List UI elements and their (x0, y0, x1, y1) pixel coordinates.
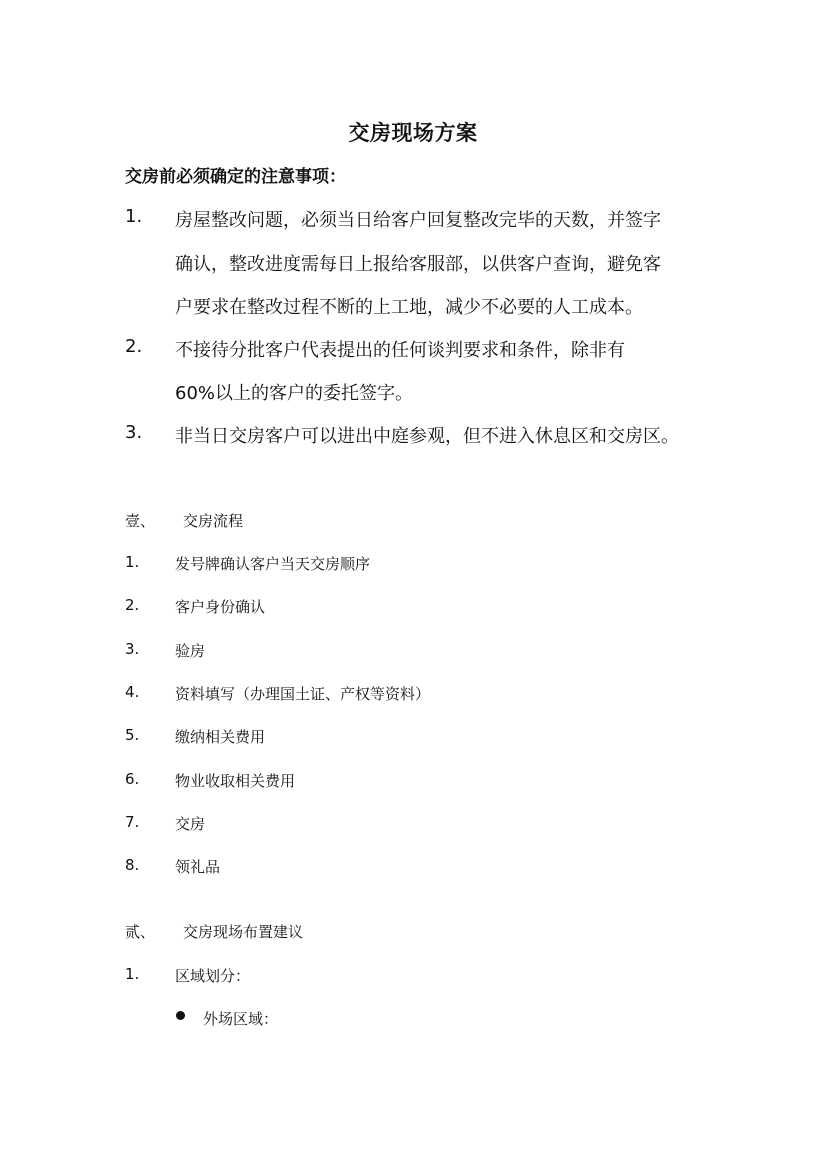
step-text: 验房 (175, 642, 206, 660)
step-text: 交房 (175, 815, 206, 833)
step-number: 6. (125, 770, 140, 788)
notice-line: 户要求在整改过程不断的上工地，减少不必要的人工成本。 (175, 297, 643, 318)
section-1-title: 交房流程 (183, 512, 244, 530)
notice-line: 确认，整改进度需每日上报给客服部，以供客户查询，避免客 (175, 254, 661, 275)
step-number: 2. (125, 596, 140, 614)
step-text: 物业收取相关费用 (175, 772, 296, 790)
notice-number: 3. (125, 422, 143, 443)
step-text: 客户身份确认 (175, 598, 266, 616)
notice-number: 1. (125, 206, 143, 227)
notice-number: 2. (125, 336, 143, 357)
notice-heading: 交房前必须确定的注意事项： (125, 167, 346, 187)
step-number: 5. (125, 726, 140, 744)
step-text: 发号牌确认客户当天交房顺序 (175, 555, 371, 573)
step-number: 7. (125, 813, 140, 831)
step-text: 资料填写（办理国土证、产权等资料） (175, 685, 431, 703)
step-number: 1. (125, 553, 140, 571)
step-text: 区域划分： (175, 967, 251, 985)
step-number: 8. (125, 856, 140, 874)
notice-line: 不接待分批客户代表提出的任何谈判要求和条件，除非有 (175, 340, 625, 361)
document-title: 交房现场方案 (348, 121, 478, 145)
notice-line: 60%以上的客户的委托签字。 (175, 383, 414, 404)
step-text: 领礼品 (175, 858, 221, 876)
section-2-label: 贰、 (125, 923, 156, 941)
step-number: 4. (125, 683, 140, 701)
notice-line: 非当日交房客户可以进出中庭参观，但不进入休息区和交房区。 (175, 426, 679, 447)
step-number: 1. (125, 965, 140, 983)
notice-line: 房屋整改问题，必须当日给客户回复整改完毕的天数，并签字 (175, 210, 661, 231)
step-number: 3. (125, 640, 140, 658)
bullet-dot-icon (176, 1011, 185, 1020)
section-2-title: 交房现场布置建议 (183, 923, 304, 941)
section-1-label: 壹、 (125, 512, 156, 530)
step-text: 缴纳相关费用 (175, 728, 266, 746)
bullet-text: 外场区域： (203, 1010, 279, 1028)
